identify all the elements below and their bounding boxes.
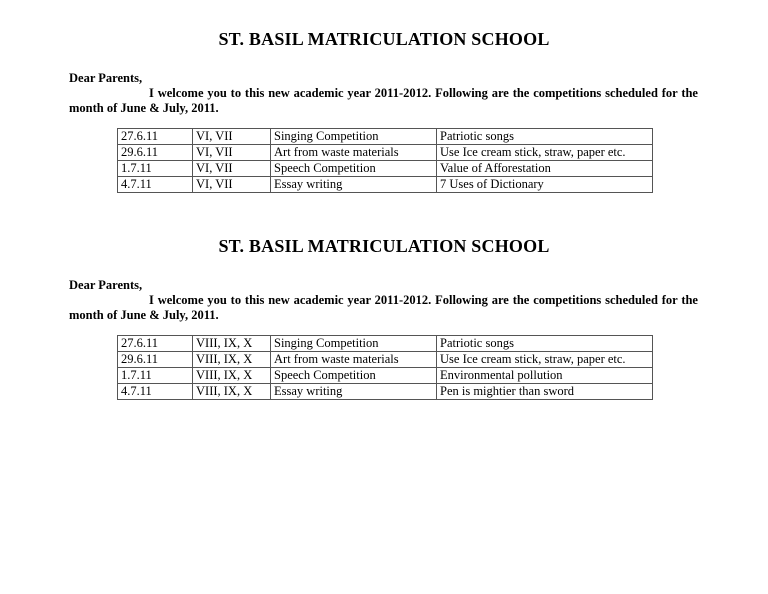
topic-cell: Patriotic songs	[437, 129, 653, 145]
classes-cell: VI, VII	[193, 129, 271, 145]
classes-cell: VIII, IX, X	[193, 384, 271, 400]
event-cell: Singing Competition	[271, 129, 437, 145]
table-row	[118, 145, 653, 161]
school-title: ST. BASIL MATRICULATION SCHOOL	[218, 236, 550, 256]
topic-cell: Patriotic songs	[437, 336, 653, 352]
classes-cell: VIII, IX, X	[193, 336, 271, 352]
table-row	[118, 177, 653, 193]
notice-senior	[0, 235, 768, 398]
intro-paragraph: I welcome you to this new academic year 2011-2012. Following are the competitions scheduled for the month of June & July, 2011.	[69, 293, 698, 322]
event-cell: Speech Competition	[271, 161, 437, 177]
event-cell: Essay writing	[271, 177, 437, 193]
table-row	[118, 161, 653, 177]
event-cell: Singing Competition	[271, 336, 437, 352]
notice-junior	[0, 28, 768, 191]
topic-cell: Use Ice cream stick, straw, paper etc.	[437, 352, 653, 368]
event-cell: Speech Competition	[271, 368, 437, 384]
school-title: ST. BASIL MATRICULATION SCHOOL	[218, 29, 550, 49]
date-cell: 1.7.11	[118, 368, 193, 384]
event-cell: Essay writing	[271, 384, 437, 400]
date-cell: 4.7.11	[118, 384, 193, 400]
table-row	[118, 384, 653, 400]
classes-cell: VI, VII	[193, 161, 271, 177]
table-row	[118, 368, 653, 384]
topic-cell: Value of Afforestation	[437, 161, 653, 177]
intro-paragraph: I welcome you to this new academic year 2011-2012. Following are the competitions scheduled for the month of June & July, 2011.	[69, 86, 698, 115]
date-cell: 1.7.11	[118, 161, 193, 177]
classes-cell: VI, VII	[193, 145, 271, 161]
table-row	[118, 352, 653, 368]
event-cell: Art from waste materials	[271, 145, 437, 161]
topic-cell: Use Ice cream stick, straw, paper etc.	[437, 145, 653, 161]
date-cell: 29.6.11	[118, 145, 193, 161]
date-cell: 29.6.11	[118, 352, 193, 368]
table-row	[118, 129, 653, 145]
topic-cell: 7 Uses of Dictionary	[437, 177, 653, 193]
classes-cell: VIII, IX, X	[193, 368, 271, 384]
date-cell: 27.6.11	[118, 129, 193, 145]
competition-table	[117, 128, 653, 193]
date-cell: 27.6.11	[118, 336, 193, 352]
topic-cell: Pen is mightier than sword	[437, 384, 653, 400]
table-row	[118, 336, 653, 352]
competition-table	[117, 335, 653, 400]
classes-cell: VIII, IX, X	[193, 352, 271, 368]
topic-cell: Environmental pollution	[437, 368, 653, 384]
event-cell: Art from waste materials	[271, 352, 437, 368]
salutation: Dear Parents,	[69, 278, 143, 292]
salutation: Dear Parents,	[69, 71, 143, 85]
date-cell: 4.7.11	[118, 177, 193, 193]
classes-cell: VI, VII	[193, 177, 271, 193]
